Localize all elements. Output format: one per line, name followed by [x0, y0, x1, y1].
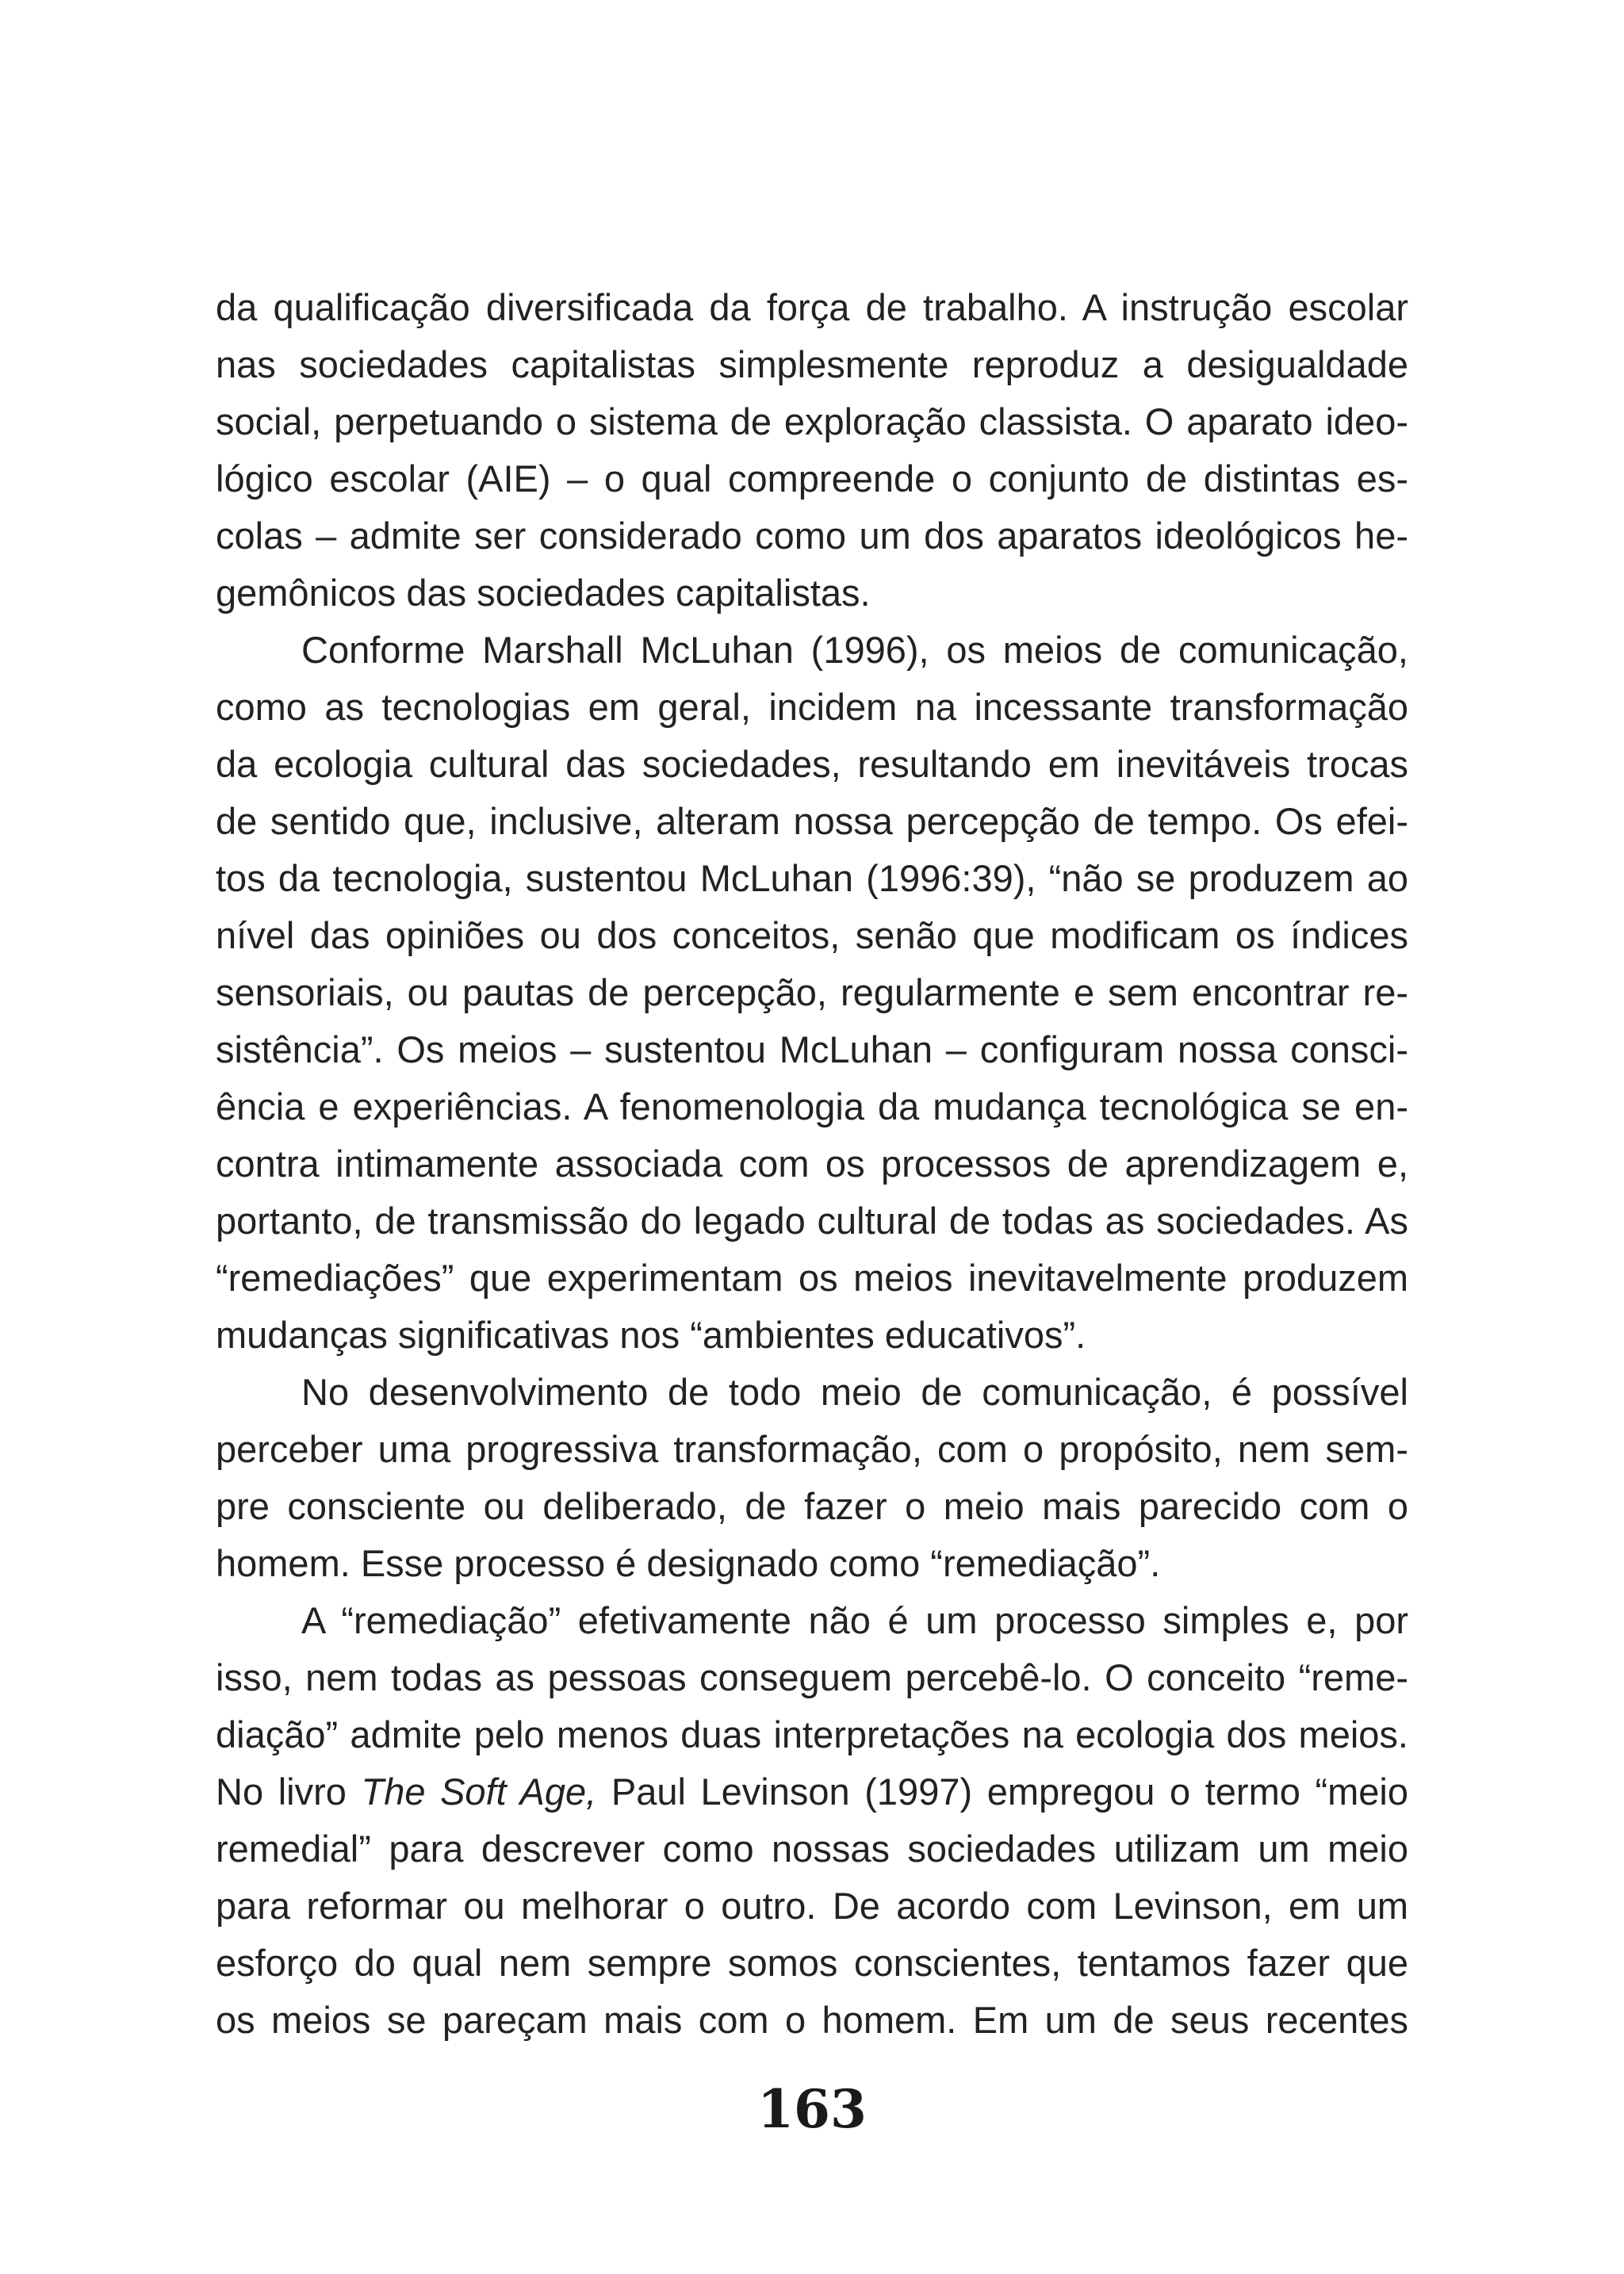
text-line: “remediações” que experimentam os meios inevitavelmente produzem	[216, 1257, 1408, 1299]
text-line: pre consciente ou deliberado, de fazer o meio mais parecido com o	[216, 1485, 1408, 1527]
text-run: Paul Levinson (1997) empregou o termo “meio	[596, 1771, 1408, 1813]
text-line-with-italic-title	[216, 1763, 1408, 1820]
text-line: homem. Esse processo é designado como “remediação”.	[216, 1542, 1161, 1584]
text-line: portanto, de transmissão do legado cultural de todas as sociedades. As	[216, 1200, 1408, 1242]
text-line: remedial” para descrever como nossas sociedades utilizam um meio	[216, 1828, 1408, 1870]
text-line: da qualificação diversificada da força de trabalho. A instrução escolar	[216, 286, 1408, 328]
text-run: No livro	[216, 1771, 362, 1813]
text-line: lógico escolar (AIE) – o qual compreende o conjunto de distintas es-	[216, 457, 1408, 500]
text-line: como as tecnologias em geral, incidem na incessante transformação	[216, 686, 1408, 728]
text-line: nível das opiniões ou dos conceitos, senão que modificam os índices	[216, 914, 1408, 956]
text-line-paragraph-start: A “remediação” efetivamente não é um processo simples e, por	[301, 1599, 1408, 1641]
text-line: sistência”. Os meios – sustentou McLuhan – configuram nossa consci-	[216, 1028, 1408, 1070]
text-line: os meios se pareçam mais com o homem. Em um de seus recentes	[216, 1999, 1408, 2041]
text-line: isso, nem todas as pessoas conseguem percebê-lo. O conceito “reme-	[216, 1656, 1408, 1698]
text-line: colas – admite ser considerado como um dos aparatos ideológicos he-	[216, 515, 1408, 557]
text-line: perceber uma progressiva transformação, com o propósito, nem sem-	[216, 1428, 1408, 1470]
text-line: para reformar ou melhorar o outro. De acordo com Levinson, em um	[216, 1885, 1408, 1927]
text-line: da ecologia cultural das sociedades, resultando em inevitáveis trocas	[216, 743, 1408, 785]
text-line: ência e experiências. A fenomenologia da mudança tecnológica se en-	[216, 1085, 1408, 1127]
text-line: contra intimamente associada com os processos de aprendizagem e,	[216, 1143, 1408, 1185]
text-line: esforço do qual nem sempre somos conscientes, tentamos fazer que	[216, 1942, 1408, 1984]
text-line: mudanças significativas nos “ambientes educativos”.	[216, 1314, 1086, 1356]
text-line: tos da tecnologia, sustentou McLuhan (1996:39), “não se produzem ao	[216, 857, 1408, 899]
body-text	[216, 279, 1408, 2049]
text-line: de sentido que, inclusive, alteram nossa percepção de tempo. Os efei-	[216, 800, 1408, 842]
text-line-paragraph-start: No desenvolvimento de todo meio de comunicação, é possível	[301, 1371, 1408, 1413]
text-line: nas sociedades capitalistas simplesmente reproduz a desigualdade	[216, 343, 1408, 385]
text-line: sensoriais, ou pautas de percepção, regularmente e sem encontrar re-	[216, 971, 1408, 1013]
page-number: 163	[757, 2078, 867, 2140]
text-line: social, perpetuando o sistema de exploração classista. O aparato ideo-	[216, 400, 1408, 442]
text-line: diação” admite pelo menos duas interpretações na ecologia dos meios.	[216, 1713, 1408, 1755]
text-line: gemônicos das sociedades capitalistas.	[216, 572, 871, 614]
book-title-italic: The Soft Age,	[361, 1771, 597, 1813]
text-line-paragraph-start: Conforme Marshall McLuhan (1996), os meios de comunicação,	[301, 629, 1408, 671]
